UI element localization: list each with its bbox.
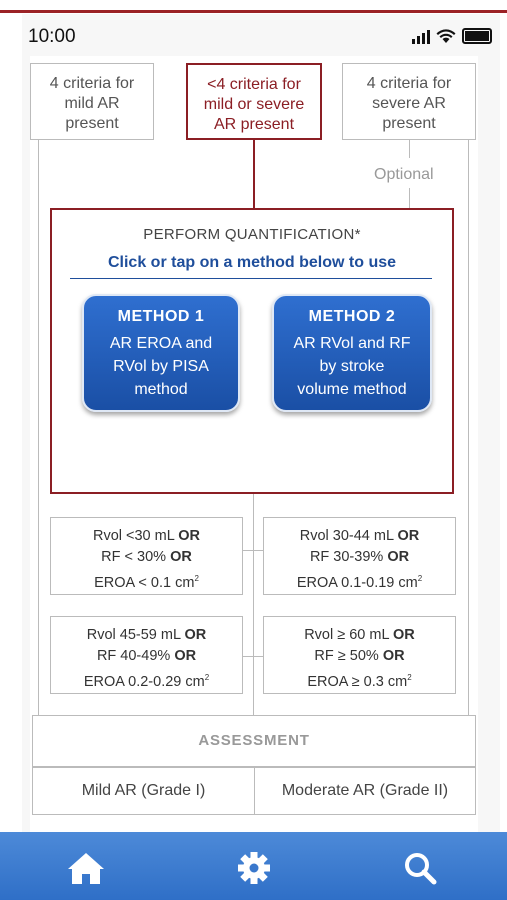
battery-icon — [462, 28, 492, 44]
assessment-header: ASSESSMENT — [32, 715, 476, 767]
result-mild: Rvol <30 mL OR RF < 30% OR EROA < 0.1 $cm^2$ — [50, 517, 243, 595]
results-hline-2 — [243, 656, 263, 657]
results-hline-1 — [243, 550, 263, 551]
connector-right — [468, 140, 469, 715]
optional-label: Optional — [374, 166, 434, 183]
results-center-line — [253, 494, 254, 715]
result-moderate: Rvol 30-44 mL OR RF 30-39% OR EROA 0.1-0.19 $cm^2$ — [263, 517, 456, 595]
quantification-title: PERFORM QUANTIFICATION* — [143, 226, 361, 243]
grade-mild: Mild AR (Grade I) — [32, 767, 255, 815]
method-1-button[interactable]: METHOD 1 AR EROA and RVol by PISA method — [82, 294, 240, 412]
home-icon[interactable] — [66, 850, 106, 886]
status-time: 10:00 — [28, 26, 76, 47]
instruction-underline — [70, 278, 432, 279]
wifi-icon — [436, 28, 456, 44]
connector-center — [253, 140, 255, 208]
grade-moderate: Moderate AR (Grade II) — [254, 767, 476, 815]
criteria-intermediate[interactable]: <4 criteria for mild or severe AR present — [186, 63, 322, 140]
search-icon[interactable] — [400, 850, 440, 886]
result-severe: Rvol ≥ 60 mL OR RF ≥ 50% OR EROA ≥ 0.3 $cm^2$ — [263, 616, 456, 694]
connector-optional-bottom — [409, 188, 410, 208]
quantification-panel — [50, 208, 454, 494]
bottom-tab-bar — [0, 832, 507, 900]
criteria-mild[interactable]: 4 criteria for mild AR present — [30, 63, 154, 140]
gear-icon[interactable] — [234, 850, 274, 886]
method-2-button[interactable]: METHOD 2 AR RVol and RF by stroke volume method — [272, 294, 432, 412]
quantification-instruction: Click or tap on a method below to use — [107, 254, 397, 271]
top-accent — [0, 0, 507, 14]
result-moderately-severe: Rvol 45-59 mL OR RF 40-49% OR EROA 0.2-0.29 $cm^2$ — [50, 616, 243, 694]
signal-icon — [412, 28, 430, 44]
status-bar — [22, 22, 500, 56]
criteria-severe[interactable]: 4 criteria for severe AR present — [342, 63, 476, 140]
connector-optional-top — [409, 140, 410, 158]
connector-left — [38, 140, 39, 715]
